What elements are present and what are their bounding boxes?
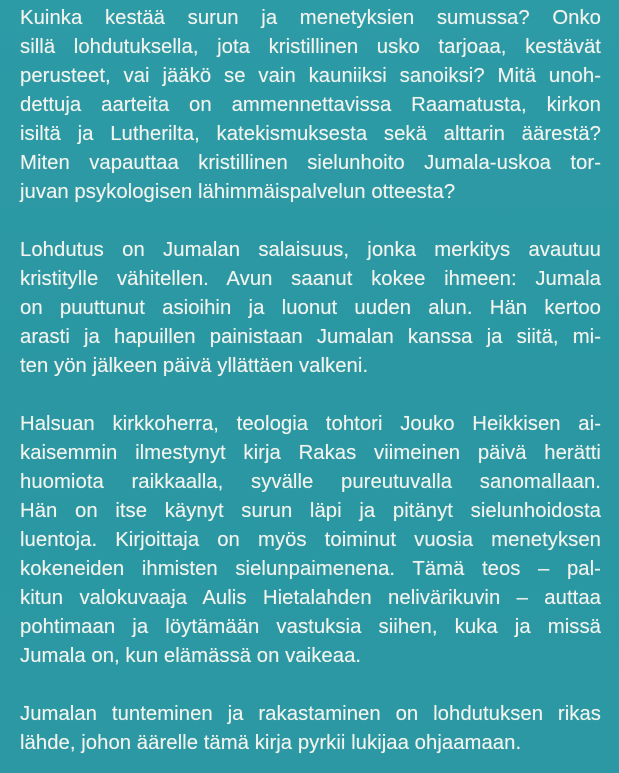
text-line: arasti ja hapuillen painistaan Jumalan kanssa ja siitä, mi- (20, 326, 601, 348)
text-line: juvan psykologisen lähimmäispalvelun otteesta? (20, 181, 456, 203)
paragraph-2 (20, 236, 601, 381)
text-line: kitun valokuvaaja Aulis Hietalahden nelivärikuvin – auttaa (20, 587, 601, 609)
text-line: on puuttunut asioihin ja luonut uuden alun. Hän kertoo (20, 297, 601, 319)
text-line: huomiota raikkaalla, syvälle pureutuvalla sanomallaan. (20, 471, 601, 493)
paragraph-1 (20, 4, 601, 207)
text-line: pohtimaan ja löytämään vastuksia siihen, kuka ja missä (20, 616, 601, 638)
text-line: Lohdutus on Jumalan salaisuus, jonka merkitys avautuu (20, 239, 601, 261)
text-line: kaisemmin ilmestynyt kirja Rakas viimeinen päivä herätti (20, 442, 601, 464)
paragraph-4 (20, 700, 601, 758)
text-line: ten yön jälkeen päivä yllättäen valkeni. (20, 355, 369, 377)
text-line: lähde, johon äärelle tämä kirja pyrkii lukijaa ohjaamaan. (20, 732, 522, 754)
text-line: dettuja aarteita on ammennettavissa Raamatusta, kirkon (20, 94, 601, 116)
text-line: Hän on itse käynyt surun läpi ja pitänyt sielunhoidosta (20, 500, 601, 522)
text-line: Jumalan tunteminen ja rakastaminen on lohdutuksen rikas (20, 703, 601, 725)
text-line: isiltä ja Lutherilta, katekismuksesta sekä alttarin äärestä? (20, 123, 601, 145)
text-line: luentoja. Kirjoittaja on myös toiminut vuosia menetyksen (20, 529, 601, 551)
text-line: perusteet, vai jääkö se vain kauniiksi sanoiksi? Mitä unoh- (20, 65, 601, 87)
paragraph-3 (20, 410, 601, 671)
text-line: kristitylle vähitellen. Avun saanut kokee ihmeen: Jumala (20, 268, 601, 290)
text-line: Kuinka kestää surun ja menetyksien sumussa? Onko (20, 7, 601, 29)
text-line: Jumala on, kun elämässä on vaikeaa. (20, 645, 362, 667)
text-line: Halsuan kirkkoherra, teologia tohtori Jouko Heikkisen ai- (20, 413, 601, 435)
text-line: kokeneiden ihmisten sielunpaimenena. Tämä teos – pal- (20, 558, 601, 580)
text-line: sillä lohdutuksella, jota kristillinen usko tarjoaa, kestävät (20, 36, 601, 58)
text-line: Miten vapauttaa kristillinen sielunhoito Jumala-uskoa tor- (20, 152, 601, 174)
